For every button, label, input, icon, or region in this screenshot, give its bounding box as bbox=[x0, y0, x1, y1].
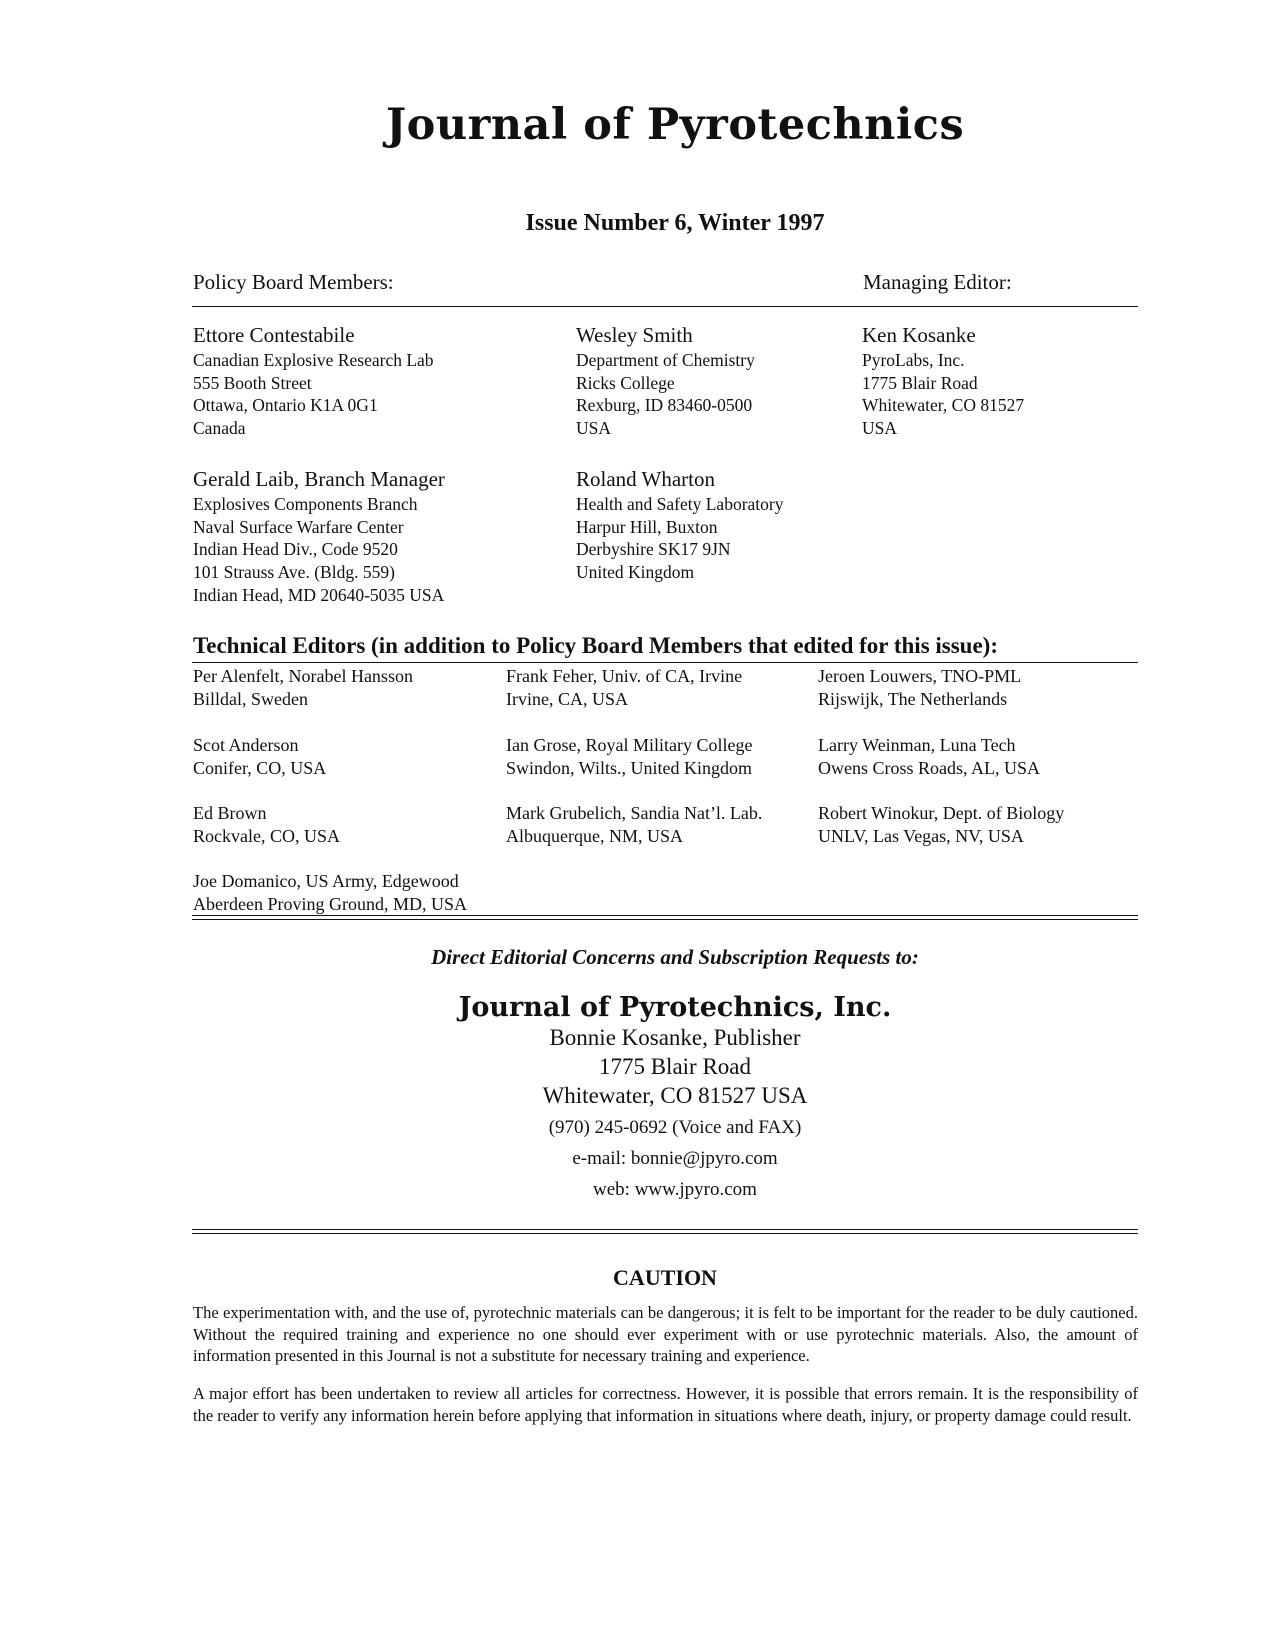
address-line: Indian Head Div., Code 9520 bbox=[193, 539, 398, 560]
tech-editor-domanico bbox=[193, 870, 467, 916]
caution-paragraph-2: A major effort has been undertaken to review all articles for correctness. However, it is possible that errors remain. It is the responsibility of the reader to verify any information herein before applying that information in situations where death, injury, or property damage could result. bbox=[193, 1384, 1138, 1425]
address-line: 101 Strauss Ave. (Bldg. 559) bbox=[193, 562, 395, 583]
journal-title: Journal of Pyrotechnics bbox=[385, 100, 965, 150]
address-line: USA bbox=[576, 418, 612, 439]
address-line: Canadian Explosive Research Lab bbox=[193, 350, 434, 370]
publisher-web: web: www.jpyro.com bbox=[593, 1179, 757, 1200]
section-divider bbox=[192, 1229, 1138, 1234]
editor-name: Scot Anderson bbox=[193, 735, 299, 755]
editor-location: Albuquerque, NM, USA bbox=[506, 826, 683, 846]
managing-editor-label: Managing Editor: bbox=[863, 270, 1012, 294]
address-line: Harpur Hill, Buxton bbox=[576, 516, 718, 537]
editor-name: Joe Domanico, US Army, Edgewood bbox=[193, 871, 459, 891]
editor-location: Rijswijk, The Netherlands bbox=[818, 689, 1008, 709]
address-line: Canada bbox=[193, 418, 246, 439]
person-smith bbox=[576, 323, 755, 440]
address-line: USA bbox=[862, 418, 898, 439]
tech-editor-brown bbox=[193, 802, 340, 848]
person-name: Gerald Laib, Branch Manager bbox=[193, 467, 445, 491]
editor-location: Conifer, CO, USA bbox=[193, 758, 327, 778]
address-line: United Kingdom bbox=[576, 562, 695, 583]
tech-editor-feher bbox=[506, 665, 742, 711]
publisher-email: e-mail: bonnie@jpyro.com bbox=[572, 1148, 778, 1169]
address-line: Department of Chemistry bbox=[576, 350, 755, 370]
editor-location: Aberdeen Proving Ground, MD, USA bbox=[193, 894, 467, 914]
publisher-name: Bonnie Kosanke, Publisher bbox=[549, 1025, 801, 1050]
editor-location: Swindon, Wilts., United Kingdom bbox=[506, 758, 752, 778]
person-laib bbox=[193, 467, 445, 607]
address-line: Health and Safety Laboratory bbox=[576, 494, 784, 514]
direct-concerns-heading: Direct Editorial Concerns and Subscription Requests to: bbox=[431, 945, 919, 969]
editor-name: Ian Grose, Royal Military College bbox=[506, 735, 753, 755]
editor-name: Mark Grubelich, Sandia Nat’l. Lab. bbox=[506, 803, 763, 823]
editor-name: Frank Feher, Univ. of CA, Irvine bbox=[506, 666, 743, 686]
tech-editor-grubelich bbox=[506, 802, 762, 848]
technical-editors-heading: Technical Editors (in addition to Policy Board Members that edited for this issue): bbox=[193, 633, 998, 658]
address-line: Whitewater, CO 81527 bbox=[862, 395, 1025, 416]
editor-name: Ed Brown bbox=[193, 803, 267, 823]
editor-name: Per Alenfelt, Norabel Hansson bbox=[193, 666, 413, 686]
policy-board-label: Policy Board Members: bbox=[193, 270, 394, 294]
address-line: Naval Surface Warfare Center bbox=[193, 516, 404, 537]
publisher-city: Whitewater, CO 81527 USA bbox=[542, 1083, 808, 1108]
person-name: Ettore Contestabile bbox=[193, 323, 355, 347]
editor-name: Jeroen Louwers, TNO-PML bbox=[818, 666, 1022, 686]
person-name: Wesley Smith bbox=[576, 323, 693, 347]
editor-name: Robert Winokur, Dept. of Biology bbox=[818, 803, 1065, 823]
editor-location: UNLV, Las Vegas, NV, USA bbox=[818, 826, 1024, 846]
person-wharton bbox=[576, 467, 784, 584]
address-line: 555 Booth Street bbox=[193, 372, 312, 393]
issue-line: Issue Number 6, Winter 1997 bbox=[525, 210, 825, 236]
tech-editor-anderson bbox=[193, 734, 326, 780]
address-line: PyroLabs, Inc. bbox=[862, 350, 965, 370]
tech-editor-grose bbox=[506, 734, 752, 780]
publisher-phone: (970) 245-0692 (Voice and FAX) bbox=[548, 1117, 802, 1138]
publisher-company: Journal of Pyrotechnics, Inc. bbox=[458, 992, 892, 1023]
person-contestabile bbox=[193, 323, 434, 440]
person-name: Ken Kosanke bbox=[862, 323, 976, 347]
address-line: Rexburg, ID 83460-0500 bbox=[576, 395, 753, 416]
editor-location: Rockvale, CO, USA bbox=[193, 826, 340, 846]
address-line: Derbyshire SK17 9JN bbox=[576, 539, 731, 560]
person-kosanke bbox=[862, 323, 1024, 440]
section-divider bbox=[192, 915, 1138, 920]
address-line: Ricks College bbox=[576, 372, 675, 393]
publisher-street: 1775 Blair Road bbox=[598, 1054, 752, 1079]
tech-editor-louwers bbox=[818, 665, 1021, 711]
editor-location: Owens Cross Roads, AL, USA bbox=[818, 758, 1041, 778]
tech-editor-alenfelt bbox=[193, 665, 413, 711]
tech-editor-winokur bbox=[818, 802, 1064, 848]
address-line: Indian Head, MD 20640-5035 USA bbox=[193, 584, 445, 605]
editor-location: Billdal, Sweden bbox=[193, 689, 308, 709]
caution-paragraph-1: The experimentation with, and the use of, pyrotechnic materials can be dangerous; it is felt to be important for the reader to be duly cautioned. Without the required training and experience no one should ever experiment with or use pyrotechnic materials. Also, the amount of information presented in this Journal is not a substitute for necessary training and experience. bbox=[193, 1303, 1138, 1366]
editor-name: Larry Weinman, Luna Tech bbox=[818, 735, 1016, 755]
editor-location: Irvine, CA, USA bbox=[506, 689, 628, 709]
technical-rule bbox=[192, 662, 1138, 663]
address-line: 1775 Blair Road bbox=[862, 372, 978, 393]
caution-heading: CAUTION bbox=[613, 1265, 717, 1290]
policy-rule bbox=[192, 306, 1138, 307]
address-line: Ottawa, Ontario K1A 0G1 bbox=[193, 395, 378, 416]
address-line: Explosives Components Branch bbox=[193, 494, 418, 514]
tech-editor-weinman bbox=[818, 734, 1040, 780]
person-name: Roland Wharton bbox=[576, 467, 716, 491]
